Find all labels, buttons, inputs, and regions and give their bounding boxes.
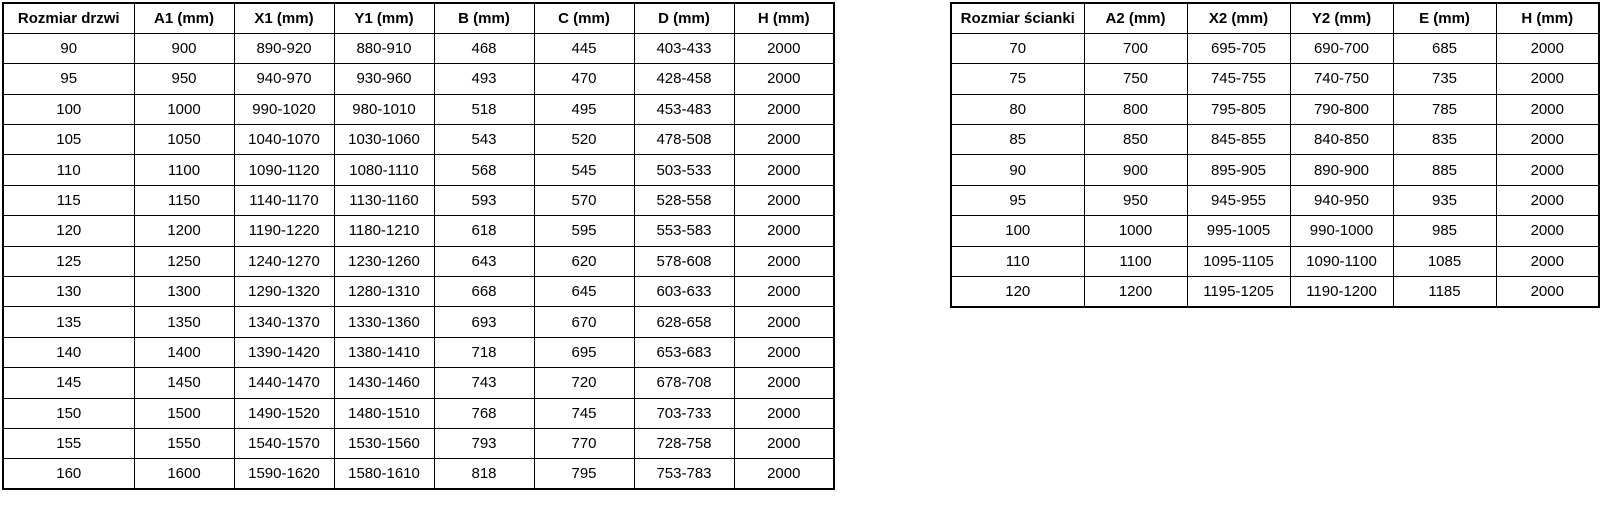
table-cell: 595 — [534, 216, 634, 246]
table-cell: 493 — [434, 64, 534, 94]
table-cell: 545 — [534, 155, 634, 185]
table-cell: 995-1005 — [1187, 216, 1290, 246]
table-cell: 1090-1100 — [1290, 246, 1393, 276]
table-cell: 1400 — [134, 337, 234, 367]
table-cell: 453-483 — [634, 94, 734, 124]
table-row — [951, 125, 1599, 155]
table-cell: 1350 — [134, 307, 234, 337]
table-cell: 1095-1105 — [1187, 246, 1290, 276]
table-row — [3, 246, 834, 276]
table-cell: 403-433 — [634, 33, 734, 63]
column-header: Rozmiar drzwi — [3, 3, 134, 33]
table-cell: 543 — [434, 125, 534, 155]
table-cell: 120 — [951, 277, 1084, 307]
table-cell: 845-855 — [1187, 125, 1290, 155]
column-header: A1 (mm) — [134, 3, 234, 33]
table-cell: 950 — [1084, 185, 1187, 215]
table-row — [3, 368, 834, 398]
table-cell: 2000 — [734, 155, 834, 185]
table-cell: 885 — [1393, 155, 1496, 185]
table-cell: 95 — [3, 64, 134, 94]
table-cell: 568 — [434, 155, 534, 185]
table-cell: 693 — [434, 307, 534, 337]
table-row — [3, 185, 834, 215]
table-cell: 553-583 — [634, 216, 734, 246]
table-cell: 768 — [434, 398, 534, 428]
table-cell: 1230-1260 — [334, 246, 434, 276]
table-cell: 835 — [1393, 125, 1496, 155]
table-cell: 528-558 — [634, 185, 734, 215]
table-cell: 800 — [1084, 94, 1187, 124]
column-header: Rozmiar ścianki — [951, 3, 1084, 33]
table-cell: 1085 — [1393, 246, 1496, 276]
table-cell: 620 — [534, 246, 634, 276]
door-sizes-table — [2, 2, 835, 490]
column-header: Y1 (mm) — [334, 3, 434, 33]
table-cell: 2000 — [734, 277, 834, 307]
table-cell: 2000 — [734, 185, 834, 215]
table-cell: 1190-1220 — [234, 216, 334, 246]
table-row — [3, 155, 834, 185]
table-cell: 890-900 — [1290, 155, 1393, 185]
table-row — [3, 337, 834, 367]
table-cell: 895-905 — [1187, 155, 1290, 185]
table-cell: 105 — [3, 125, 134, 155]
table-cell: 100 — [951, 216, 1084, 246]
table-row — [951, 216, 1599, 246]
table-row — [951, 33, 1599, 63]
table-cell: 653-683 — [634, 337, 734, 367]
table-cell: 518 — [434, 94, 534, 124]
table-cell: 745 — [534, 398, 634, 428]
table-cell: 935 — [1393, 185, 1496, 215]
table-cell: 140 — [3, 337, 134, 367]
table-cell: 1330-1360 — [334, 307, 434, 337]
table-row — [3, 398, 834, 428]
table-cell: 130 — [3, 277, 134, 307]
table-cell: 2000 — [734, 216, 834, 246]
table-cell: 645 — [534, 277, 634, 307]
table-cell: 1450 — [134, 368, 234, 398]
table-cell: 700 — [1084, 33, 1187, 63]
table-cell: 120 — [3, 216, 134, 246]
table-cell: 2000 — [734, 398, 834, 428]
column-header: H (mm) — [1496, 3, 1599, 33]
table-cell: 900 — [134, 33, 234, 63]
table-cell: 2000 — [734, 368, 834, 398]
wall-panel-sizes-table-container — [950, 2, 1600, 308]
table-cell: 740-750 — [1290, 64, 1393, 94]
table-cell: 690-700 — [1290, 33, 1393, 63]
table-cell: 735 — [1393, 64, 1496, 94]
table-row — [3, 125, 834, 155]
table-cell: 1180-1210 — [334, 216, 434, 246]
table-cell: 2000 — [1496, 33, 1599, 63]
table-cell: 2000 — [1496, 185, 1599, 215]
table-cell: 1530-1560 — [334, 428, 434, 458]
table-cell: 793 — [434, 428, 534, 458]
table-cell: 945-955 — [1187, 185, 1290, 215]
table-cell: 1140-1170 — [234, 185, 334, 215]
table-cell: 1590-1620 — [234, 459, 334, 489]
table-cell: 110 — [3, 155, 134, 185]
table-cell: 1240-1270 — [234, 246, 334, 276]
column-header: E (mm) — [1393, 3, 1496, 33]
table-cell: 1380-1410 — [334, 337, 434, 367]
table-cell: 428-458 — [634, 64, 734, 94]
table-cell: 1190-1200 — [1290, 277, 1393, 307]
table-cell: 1290-1320 — [234, 277, 334, 307]
table-cell: 753-783 — [634, 459, 734, 489]
column-header: Y2 (mm) — [1290, 3, 1393, 33]
table-cell: 643 — [434, 246, 534, 276]
table-cell: 940-950 — [1290, 185, 1393, 215]
table-cell: 703-733 — [634, 398, 734, 428]
table-cell: 2000 — [734, 246, 834, 276]
table-cell: 743 — [434, 368, 534, 398]
table-row — [3, 428, 834, 458]
table-cell: 155 — [3, 428, 134, 458]
door-table-header-row — [3, 3, 834, 33]
table-cell: 930-960 — [334, 64, 434, 94]
table-cell: 2000 — [734, 428, 834, 458]
table-cell: 695-705 — [1187, 33, 1290, 63]
table-cell: 145 — [3, 368, 134, 398]
table-cell: 718 — [434, 337, 534, 367]
table-cell: 745-755 — [1187, 64, 1290, 94]
table-cell: 1050 — [134, 125, 234, 155]
table-cell: 2000 — [734, 459, 834, 489]
table-cell: 85 — [951, 125, 1084, 155]
table-cell: 135 — [3, 307, 134, 337]
table-cell: 1280-1310 — [334, 277, 434, 307]
table-cell: 795-805 — [1187, 94, 1290, 124]
table-cell: 2000 — [734, 307, 834, 337]
table-cell: 2000 — [734, 64, 834, 94]
table-cell: 110 — [951, 246, 1084, 276]
table-cell: 520 — [534, 125, 634, 155]
table-cell: 1250 — [134, 246, 234, 276]
table-cell: 940-970 — [234, 64, 334, 94]
table-cell: 685 — [1393, 33, 1496, 63]
table-cell: 880-910 — [334, 33, 434, 63]
table-row — [951, 185, 1599, 215]
table-row — [951, 155, 1599, 185]
column-header: D (mm) — [634, 3, 734, 33]
table-cell: 1080-1110 — [334, 155, 434, 185]
table-cell: 770 — [534, 428, 634, 458]
table-cell: 570 — [534, 185, 634, 215]
table-row — [951, 246, 1599, 276]
table-cell: 2000 — [1496, 64, 1599, 94]
table-cell: 70 — [951, 33, 1084, 63]
table-cell: 2000 — [734, 125, 834, 155]
table-cell: 890-920 — [234, 33, 334, 63]
table-cell: 1540-1570 — [234, 428, 334, 458]
table-cell: 1580-1610 — [334, 459, 434, 489]
table-cell: 850 — [1084, 125, 1187, 155]
table-cell: 1480-1510 — [334, 398, 434, 428]
table-cell: 720 — [534, 368, 634, 398]
table-cell: 75 — [951, 64, 1084, 94]
table-row — [3, 216, 834, 246]
table-cell: 593 — [434, 185, 534, 215]
table-cell: 95 — [951, 185, 1084, 215]
table-cell: 445 — [534, 33, 634, 63]
table-cell: 985 — [1393, 216, 1496, 246]
table-row — [951, 277, 1599, 307]
table-row — [3, 307, 834, 337]
table-cell: 990-1020 — [234, 94, 334, 124]
table-cell: 728-758 — [634, 428, 734, 458]
table-cell: 1390-1420 — [234, 337, 334, 367]
table-cell: 1040-1070 — [234, 125, 334, 155]
table-cell: 495 — [534, 94, 634, 124]
table-cell: 470 — [534, 64, 634, 94]
table-cell: 795 — [534, 459, 634, 489]
table-cell: 80 — [951, 94, 1084, 124]
table-cell: 150 — [3, 398, 134, 428]
table-cell: 160 — [3, 459, 134, 489]
table-cell: 2000 — [1496, 216, 1599, 246]
table-cell: 1000 — [134, 94, 234, 124]
table-cell: 1550 — [134, 428, 234, 458]
table-cell: 2000 — [734, 94, 834, 124]
table-cell: 1090-1120 — [234, 155, 334, 185]
table-cell: 628-658 — [634, 307, 734, 337]
table-cell: 1300 — [134, 277, 234, 307]
table-row — [3, 64, 834, 94]
table-cell: 2000 — [1496, 246, 1599, 276]
table-cell: 785 — [1393, 94, 1496, 124]
column-header: A2 (mm) — [1084, 3, 1187, 33]
table-cell: 1185 — [1393, 277, 1496, 307]
column-header: H (mm) — [734, 3, 834, 33]
table-cell: 125 — [3, 246, 134, 276]
door-sizes-table-container — [2, 2, 835, 490]
table-cell: 468 — [434, 33, 534, 63]
table-cell: 478-508 — [634, 125, 734, 155]
table-cell: 1100 — [1084, 246, 1187, 276]
table-cell: 2000 — [1496, 94, 1599, 124]
column-header: B (mm) — [434, 3, 534, 33]
table-cell: 1030-1060 — [334, 125, 434, 155]
table-cell: 980-1010 — [334, 94, 434, 124]
table-cell: 2000 — [1496, 155, 1599, 185]
table-cell: 1100 — [134, 155, 234, 185]
column-header: X1 (mm) — [234, 3, 334, 33]
table-cell: 100 — [3, 94, 134, 124]
column-header: C (mm) — [534, 3, 634, 33]
table-cell: 1440-1470 — [234, 368, 334, 398]
wall-table-header-row — [951, 3, 1599, 33]
table-row — [3, 277, 834, 307]
table-cell: 503-533 — [634, 155, 734, 185]
table-cell: 990-1000 — [1290, 216, 1393, 246]
table-cell: 1200 — [1084, 277, 1187, 307]
table-cell: 1130-1160 — [334, 185, 434, 215]
table-cell: 950 — [134, 64, 234, 94]
table-cell: 900 — [1084, 155, 1187, 185]
wall-panel-sizes-table — [950, 2, 1600, 308]
table-cell: 1200 — [134, 216, 234, 246]
table-cell: 750 — [1084, 64, 1187, 94]
table-cell: 2000 — [1496, 125, 1599, 155]
table-cell: 678-708 — [634, 368, 734, 398]
table-cell: 2000 — [734, 33, 834, 63]
table-cell: 1150 — [134, 185, 234, 215]
table-cell: 818 — [434, 459, 534, 489]
table-cell: 2000 — [1496, 277, 1599, 307]
table-row — [951, 94, 1599, 124]
table-cell: 668 — [434, 277, 534, 307]
table-cell: 90 — [3, 33, 134, 63]
table-cell: 670 — [534, 307, 634, 337]
table-cell: 695 — [534, 337, 634, 367]
table-cell: 1500 — [134, 398, 234, 428]
table-cell: 1430-1460 — [334, 368, 434, 398]
table-cell: 1340-1370 — [234, 307, 334, 337]
table-cell: 603-633 — [634, 277, 734, 307]
table-cell: 90 — [951, 155, 1084, 185]
table-cell: 1195-1205 — [1187, 277, 1290, 307]
column-header: X2 (mm) — [1187, 3, 1290, 33]
table-cell: 1000 — [1084, 216, 1187, 246]
table-cell: 1490-1520 — [234, 398, 334, 428]
table-cell: 115 — [3, 185, 134, 215]
table-cell: 840-850 — [1290, 125, 1393, 155]
table-cell: 618 — [434, 216, 534, 246]
table-row — [951, 64, 1599, 94]
table-cell: 1600 — [134, 459, 234, 489]
table-row — [3, 94, 834, 124]
table-cell: 790-800 — [1290, 94, 1393, 124]
table-cell: 2000 — [734, 337, 834, 367]
table-row — [3, 33, 834, 63]
table-cell: 578-608 — [634, 246, 734, 276]
table-row — [3, 459, 834, 489]
